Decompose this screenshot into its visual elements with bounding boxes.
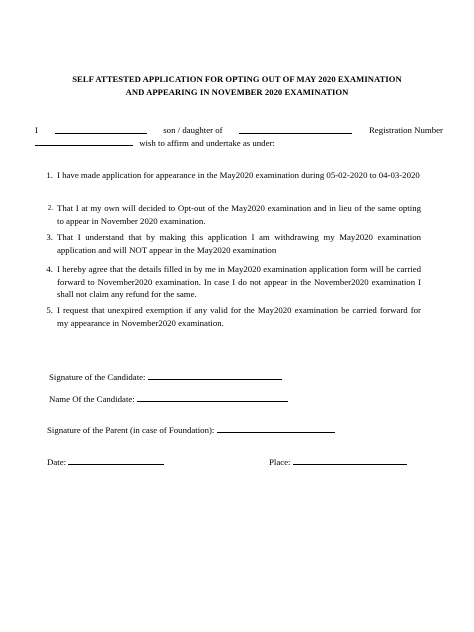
parent-signature-label: Signature of the Parent (in case of Foundation): (47, 425, 215, 435)
list-item-text: That I understand that by making this application I am withdrawing my May2020 examination application and will NOT appear in the May2020 examination (57, 232, 421, 255)
candidate-name-label: Name Of the Candidate: (49, 394, 135, 404)
date-blank[interactable] (68, 455, 164, 465)
candidate-name-blank[interactable] (137, 392, 288, 402)
candidate-signature-label: Signature of the Candidate: (49, 372, 146, 382)
document-title-line-2: AND APPEARING IN NOVEMBER 2020 EXAMINATION (125, 87, 349, 97)
place-label: Place: (269, 457, 291, 467)
son-daughter-label: son / daughter of (163, 125, 223, 135)
parent-signature-blank[interactable] (217, 423, 335, 433)
candidate-name-line (49, 392, 288, 404)
place-line (269, 455, 407, 467)
candidate-signature-line (49, 370, 282, 382)
list-item (46, 304, 421, 329)
place-blank[interactable] (293, 455, 407, 465)
list-item-number: 3. (46, 232, 53, 242)
list-item-text: I hereby agree that the details filled in by me in May2020 examination application form will be carried forward to November2020 examination. In case I do not appear in the November2020 examination I shall not claim any refund for the same. (57, 264, 421, 299)
list-item (46, 263, 421, 301)
list-item-text: I request that unexpired exemption if any valid for the May2020 examination be carried forward for my appearance in November2020 examination. (57, 305, 421, 328)
date-line (47, 455, 164, 467)
list-item (46, 231, 421, 256)
candidate-signature-blank[interactable] (148, 370, 282, 380)
registration-number-label: Registration Number (368, 125, 443, 135)
registration-number-blank[interactable] (35, 137, 133, 146)
parent-signature-line (47, 423, 335, 435)
list-item (47, 202, 421, 227)
list-item-number: 2. (47, 204, 53, 212)
list-item-number: 5. (46, 305, 53, 315)
list-item-number: 1. (46, 170, 53, 180)
list-item-number: 4. (46, 264, 53, 274)
document-title-line-1: SELF ATTESTED APPLICATION FOR OPTING OUT OF MAY 2020 EXAMINATION (72, 74, 402, 84)
intro-i-label: I (35, 125, 38, 135)
parent-name-blank[interactable] (239, 125, 352, 134)
date-label: Date: (47, 457, 67, 467)
list-item-text: I have made application for appearance in the May2020 examination during 05-02-2020 to 04-03-2020 (57, 170, 420, 180)
affirm-text: wish to affirm and undertake as under: (139, 138, 275, 148)
intro-line-2 (35, 137, 443, 148)
list-item-text: That I at my own will decided to Opt-out of the May2020 examination and in lieu of the same opting to appear in November 2020 examination. (57, 203, 421, 226)
list-item (46, 169, 421, 182)
name-blank[interactable] (55, 125, 147, 134)
intro-line-1 (35, 125, 443, 135)
